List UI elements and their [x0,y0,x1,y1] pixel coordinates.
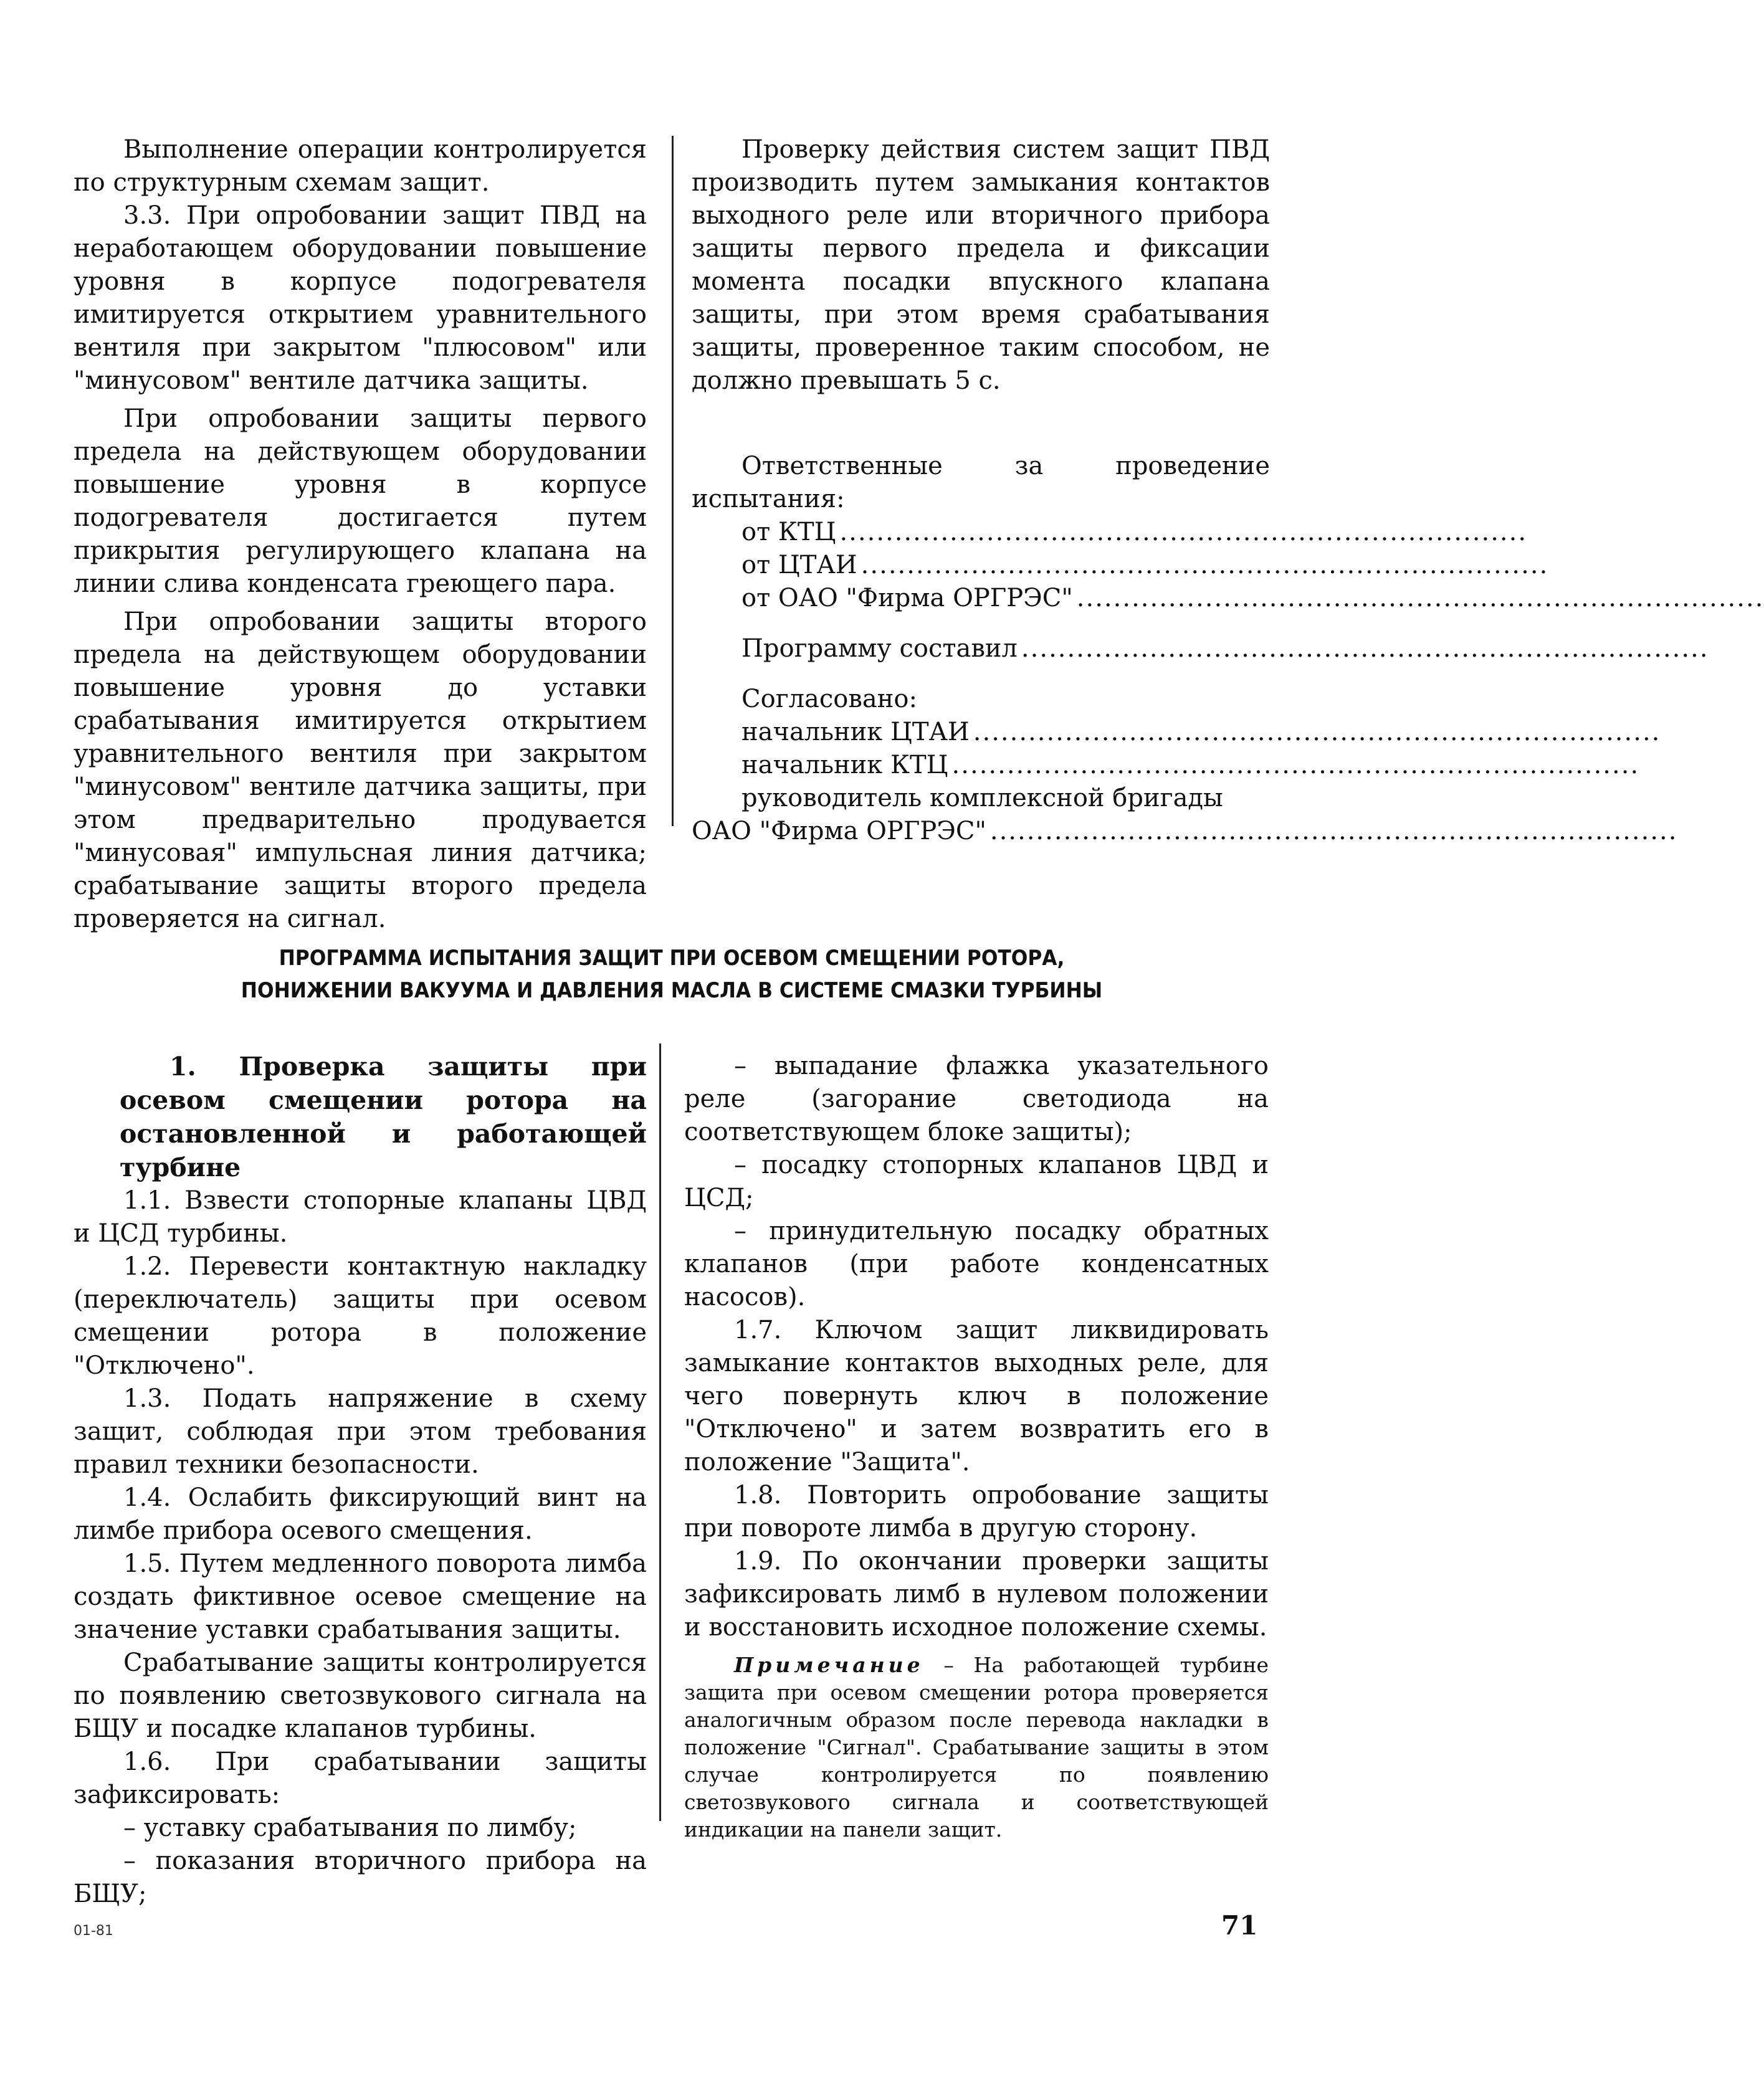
signature-line-ktc: от КТЦ ........................................................................... [741,518,1528,546]
section-heading [122,942,1222,1007]
signature-line-ctai: от ЦТАИ ........................................................................... [741,551,1549,579]
signature-line-orgres: от ОАО "Фирма ОРГРЭС" ........................................................................... [741,584,1764,612]
agreed-label: Согласовано: [741,685,917,713]
paragraph: При опробовании защиты первого предела на действующем оборудовании повышение уровня в корпусе подогревателя достигается путем прикрытия регулирующего клапана на линии слива конденсата греющего пара. [74,404,647,598]
column-divider [672,136,674,826]
column-divider [659,1044,661,1821]
bottom-right-column [684,1050,1269,1843]
paragraph: 1.2. Перевести контактную накладку (переключатель) защиты при осевом смещении ротора в положение "Отключено". [74,1252,647,1380]
brigade-head-label: руководитель комплексной бригады [741,784,1223,812]
paragraph: При опробовании защиты второго предела на действующем оборудовании повышение уровня до уставки срабатывания имитируется открытием уравнительного вентиля при закрытом "минусовом" вентиле датчика защиты, при этом предварительно продувается "минусовая" импульсная линия датчика; срабатывание защиты второго предела проверяется на сигнал. [74,607,647,933]
list-item: – показания вторичного прибора на БЩУ; [74,1847,647,1908]
responsible-heading: Ответственные за проведение испытания: [692,452,1270,513]
paragraph: 3.3. При опробовании защит ПВД на неработающем оборудовании повышение уровня в корпусе подогревателя имитируется открытием уравнительного вентиля при закрытом "плюсовом" или "минусовом" вентиле датчика защиты. [74,201,647,395]
note-label: Примечание [734,1653,924,1677]
paragraph: 1.4. Ослабить фиксирующий винт на лимбе прибора осевого смещения. [74,1483,647,1545]
page-number: 71 [1221,1910,1258,1941]
note [684,1652,1269,1843]
paragraph: 1.9. По окончании проверки защиты зафиксировать лимб в нулевом положении и восстановить исходное положение схемы. [684,1547,1269,1642]
top-right-column [692,133,1764,848]
signature-line-chief-ktc: начальник КТЦ ........................................................................... [741,751,1640,779]
print-code: 01-81 [74,1923,113,1939]
heading-line-1: ПРОГРАММА ИСПЫТАНИЯ ЗАЩИТ ПРИ ОСЕВОМ СМЕЩЕНИИ РОТОРА, [279,946,1065,971]
paragraph: Срабатывание защиты контролируется по появлению светозвукового сигнала на БЩУ и посадке клапанов турбины. [74,1648,647,1743]
paragraph: Выполнение операции контролируется по структурным схемам защит. [74,135,647,197]
paragraph: 1.7. Ключом защит ликвидировать замыкание контактов выходных реле, для чего повернуть ключ в положение "Отключено" и затем возвратить его в положение "Защита". [684,1316,1269,1476]
list-item: – принудительную посадку обратных клапанов (при работе конденсатных насосов). [684,1217,1269,1311]
subsection-title: 1. Проверка защиты при осевом смещении ротора на остановленной и работающей турбине [120,1052,647,1182]
top-left-column [74,133,647,936]
note-text: – На работающей турбине защита при осевом смещении ротора проверяется аналогичным образом после перевода накладки в положение "Сигнал". Срабатывание защиты в этом случае контролируется по появлению светозвукового сигнала и соответствующей индикации на панели защит. [684,1653,1269,1842]
bottom-left-column [74,1050,647,1911]
signature-line-brigade: ОАО "Фирма ОРГРЭС" ........................................................................... [692,817,1678,845]
list-item: – посадку стопорных клапанов ЦВД и ЦСД; [684,1151,1269,1212]
heading-line-2: ПОНИЖЕНИИ ВАКУУМА И ДАВЛЕНИЯ МАСЛА В СИСТЕМЕ СМАЗКИ ТУРБИНЫ [241,978,1103,1003]
list-item: – выпадание флажка указательного реле (загорание светодиода на соответствующем блоке защиты); [684,1052,1269,1146]
paragraph: 1.8. Повторить опробование защиты при повороте лимба в другую сторону. [684,1481,1269,1543]
paragraph: Проверку действия систем защит ПВД производить путем замыкания контактов выходного реле или вторичного прибора защиты первого предела и фиксации момента посадки впускного клапана защиты, при этом время срабатывания защиты, проверенное таким способом, не должно превышать 5 с. [692,135,1270,395]
signature-line-chief-ctai: начальник ЦТАИ ........................................................................... [741,718,1661,746]
paragraph: 1.1. Взвести стопорные клапаны ЦВД и ЦСД турбины. [74,1186,647,1248]
list-item: – уставку срабатывания по лимбу; [123,1814,577,1842]
signature-line-compiled: Программу составил ........................................................................... [741,634,1709,663]
paragraph: 1.3. Подать напряжение в схему защит, соблюдая при этом требования правил техники безопасности. [74,1384,647,1479]
paragraph: 1.6. При срабатывании защиты зафиксировать: [74,1748,647,1809]
paragraph: 1.5. Путем медленного поворота лимба создать фиктивное осевое смещение на значение уставки срабатывания защиты. [74,1549,647,1644]
